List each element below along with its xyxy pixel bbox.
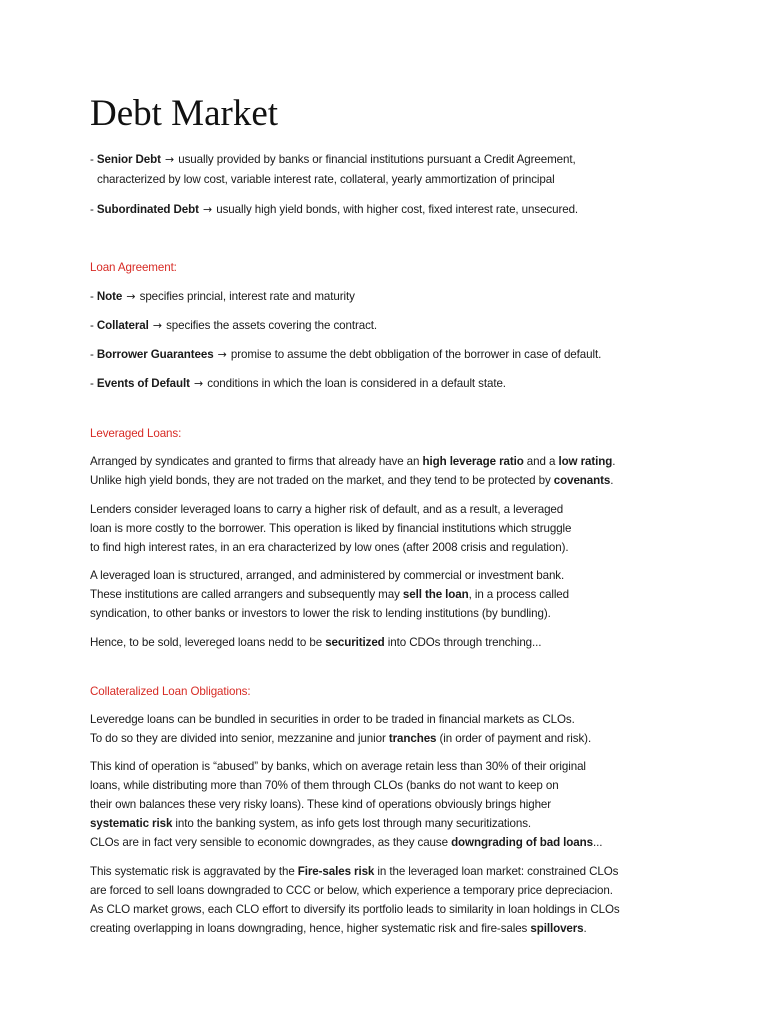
bold-term: Fire-sales risk <box>297 865 375 878</box>
text-span: , in a process called <box>468 588 569 601</box>
text-span: into CDOs through trenching... <box>384 636 542 649</box>
bold-term: systematic risk <box>90 817 173 830</box>
senior-debt-text: usually provided by banks or financial institutions pursuant a Credit Agreement, <box>178 153 576 166</box>
paragraph-line <box>90 835 602 851</box>
paragraph-line: their own balances these very risky loans). These kind of operations obviously brings higher <box>90 798 552 811</box>
subordinated-debt-label: Subordinated Debt <box>96 203 199 216</box>
senior-debt-line: - Senior Debt → usually provided by banks or financial institutions pursuant a Credit Agreement, <box>90 153 576 166</box>
paragraph-line <box>90 921 587 937</box>
paragraph-line: A leveraged loan is structured, arranged, and administered by commercial or investment bank. <box>90 569 565 582</box>
paragraph-line <box>90 731 591 747</box>
arrow-icon: → <box>152 319 162 332</box>
paragraph-line: As CLO market grows, each CLO effort to diversify its portfolio leads to similarity in loan holdings in CLOs <box>90 903 620 916</box>
paragraph-line: loan is more costly to the borrower. This operation is liked by financial institutions which struggle <box>90 522 572 535</box>
subordinated-debt-line: - Subordinated Debt → usually high yield bonds, with higher cost, fixed interest rate, unsecured. <box>90 203 579 216</box>
text-span: into the banking system, as info gets lost through many securitizations. <box>172 817 532 830</box>
paragraph-line: are forced to sell loans downgraded to CCC or below, which experience a temporary price depreciacion. <box>90 884 613 897</box>
arrow-icon: → <box>126 290 136 303</box>
paragraph-line: to find high interest rates, in an era characterized by low ones (after 2008 crisis and regulation). <box>90 541 569 554</box>
item-text: conditions in which the loan is considered in a default state. <box>207 377 506 390</box>
paragraph-line: This kind of operation is “abused” by banks, which on average retain less than 30% of their original <box>90 760 586 773</box>
paragraph-line <box>90 816 531 832</box>
item-text: promise to assume the debt obbligation of the borrower in case of default. <box>230 348 602 361</box>
leveraged-loans-heading: Leveraged Loans: <box>90 427 182 440</box>
paragraph-line: loans, while distributing more than 70% of them through CLOs (banks do not want to keep on <box>90 779 559 792</box>
arrow-icon: → <box>164 153 175 166</box>
paragraph-line <box>90 454 615 470</box>
loan-agreement-heading: Loan Agreement: <box>90 261 177 274</box>
bold-term: covenants <box>553 474 611 487</box>
bold-term: securitized <box>325 636 385 649</box>
arrow-icon: → <box>217 348 227 361</box>
text-span: . <box>610 474 614 487</box>
clo-heading: Collateralized Loan Obligations: <box>90 685 251 698</box>
paragraph-line <box>90 587 569 603</box>
item-text: specifies the assets covering the contract. <box>166 319 378 332</box>
bold-term: spillovers <box>530 922 584 935</box>
bold-term: high leverage ratio <box>422 455 524 468</box>
page-title: Debt Market <box>90 93 279 134</box>
text-span: This systematic risk is aggravated by the <box>90 865 298 878</box>
item-label: Borrower Guarantees <box>96 348 214 361</box>
loan-agreement-item: - Note → specifies princial, interest rate and maturity <box>90 290 355 303</box>
loan-agreement-item: - Borrower Guarantees → promise to assume the debt obbligation of the borrower in case of default. <box>90 348 602 361</box>
text-span: These institutions are called arrangers and subsequently may <box>90 588 403 601</box>
arrow-icon: → <box>194 377 204 390</box>
paragraph-line: Lenders consider leveraged loans to carry a higher risk of default, and as a result, a leveraged <box>90 503 564 516</box>
text-span: in the leveraged loan market: constrained CLOs <box>374 865 619 878</box>
text-span: To do so they are divided into senior, mezzanine and junior <box>90 732 389 745</box>
paragraph-line <box>90 635 541 651</box>
text-span: . <box>583 922 587 935</box>
text-span: and a <box>523 455 559 468</box>
paragraph-line <box>90 473 613 489</box>
item-text: specifies princial, interest rate and maturity <box>139 290 355 303</box>
senior-debt-label: Senior Debt <box>96 153 161 166</box>
senior-debt-line-2: characterized by low cost, variable interest rate, collateral, yearly ammortization of principal <box>97 173 555 186</box>
loan-agreement-item: - Events of Default → conditions in which the loan is considered in a default state. <box>90 377 506 390</box>
bold-term: tranches <box>388 732 437 745</box>
text-span: . <box>612 455 616 468</box>
paragraph-line: syndication, to other banks or investors to lower the risk to lending institutions (by bundling). <box>90 607 551 620</box>
text-span: (in order of payment and risk). <box>436 732 592 745</box>
text-span: CLOs are in fact very sensible to economic downgrades, as they cause <box>90 836 452 849</box>
paragraph-line: Leveredge loans can be bundled in securities in order to be traded in financial markets as CLOs. <box>90 713 575 726</box>
item-label: Events of Default <box>96 377 190 390</box>
subordinated-debt-text: usually high yield bonds, with higher cost, fixed interest rate, unsecured. <box>216 203 579 216</box>
bold-term: sell the loan <box>402 588 469 601</box>
bold-term: downgrading of bad loans <box>451 836 593 849</box>
text-span: Arranged by syndicates and granted to firms that already have an <box>90 455 423 468</box>
arrow-icon: → <box>203 203 213 216</box>
text-span: Hence, to be sold, levereged loans nedd to be <box>90 636 326 649</box>
text-span: ... <box>592 836 603 849</box>
paragraph-line <box>90 864 618 880</box>
bold-term: low rating <box>558 455 613 468</box>
text-span: creating overlapping in loans downgrading, hence, higher systematic risk and fire-sales <box>90 922 531 935</box>
text-span: Unlike high yield bonds, they are not traded on the market, and they tend to be protected by <box>90 474 554 487</box>
item-label: Note <box>96 290 123 303</box>
loan-agreement-item: - Collateral → specifies the assets covering the contract. <box>90 319 378 332</box>
item-label: Collateral <box>96 319 149 332</box>
